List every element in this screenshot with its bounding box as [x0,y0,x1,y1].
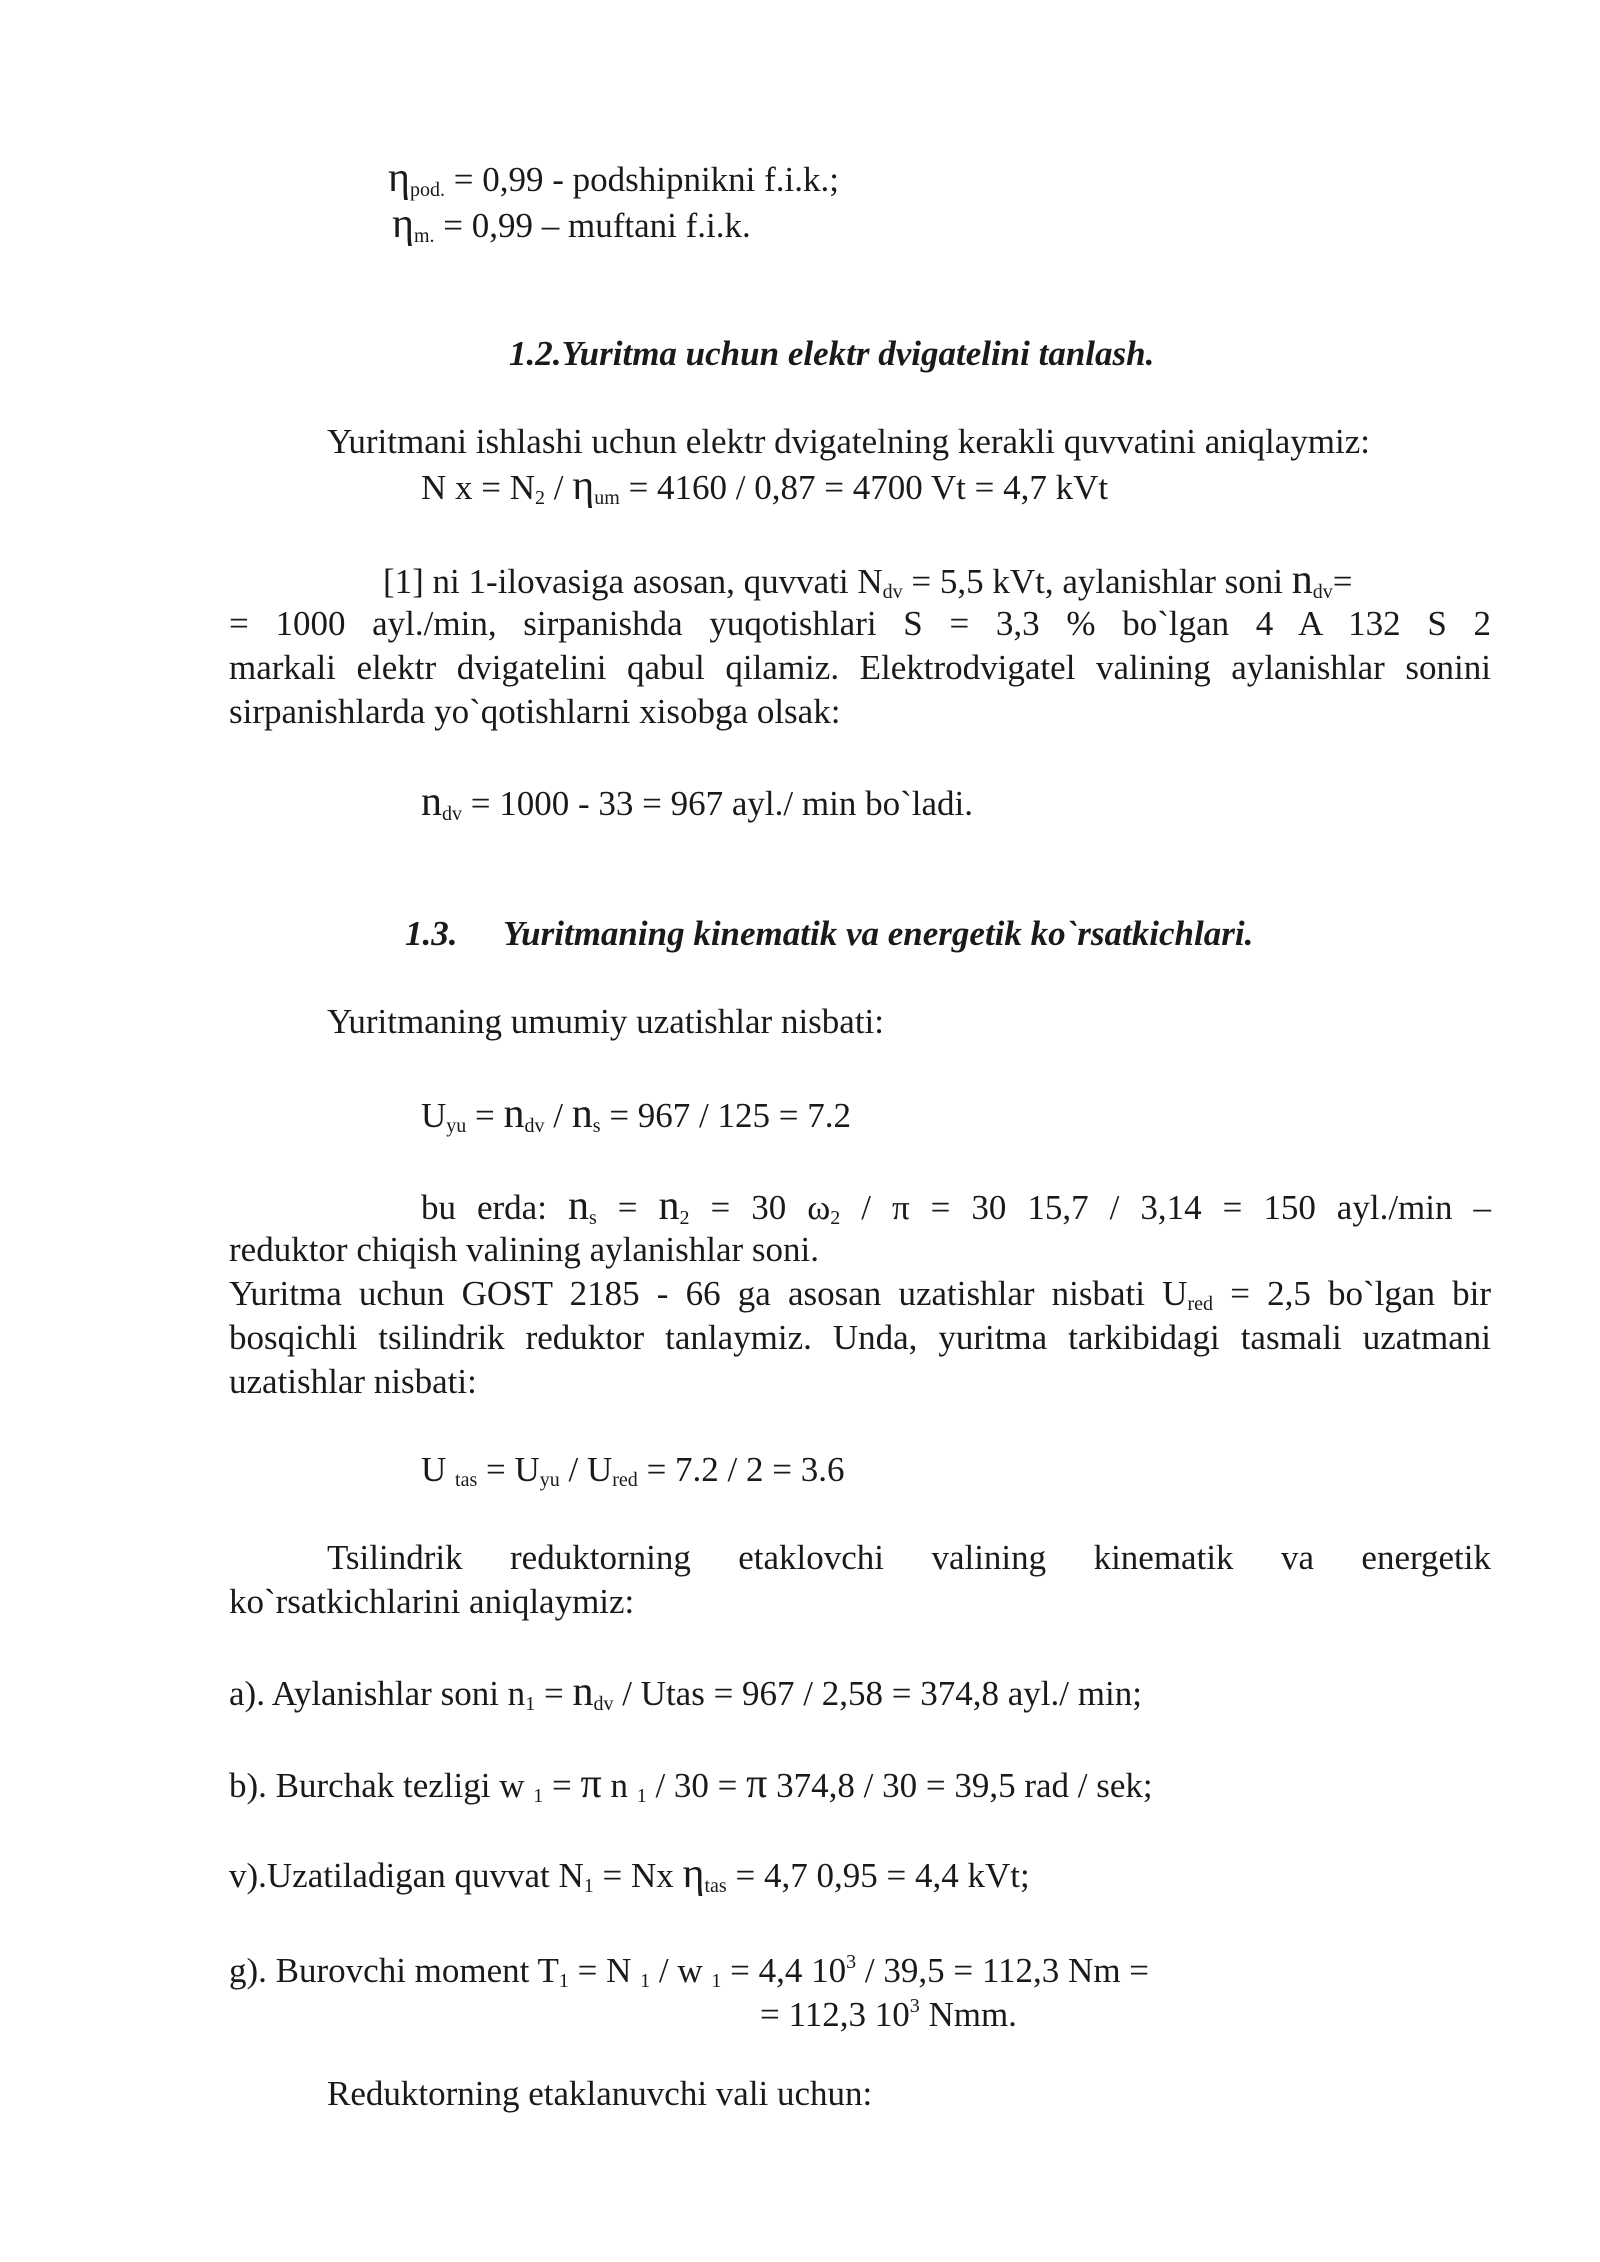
gost-paragraph-line-3: uzatishlar nisbati: [229,1362,477,1401]
ratio-intro-paragraph: Yuritmaning umumiy uzatishlar nisbati: [327,1002,885,1041]
tsil-paragraph-line-1: Tsilindrik reduktorning etaklovchi valining kinematik va energetik [327,1538,1491,1577]
power-intro-paragraph: Yuritmani ishlashi uchun elektr dvigatelning kerakli quvvatini aniqlaymiz: [327,422,1370,461]
ndv-formula: $n_{dv} = 1000 - 33 = 967$ ayl./ min bo`ladi. [421,779,973,825]
section-number: 1.3. [405,914,458,953]
eta-pod-line: $\eta_{pod.} = 0,99$ - podshipnikni f.i.k.; [388,155,840,201]
motor-paragraph-line-3: markali elektr dvigatelini qabul qilamiz. Elektrodvigatel valining aylanishlar sonini [229,648,1491,687]
tsil-paragraph-line-2: ko`rsatkichlarini aniqlaymiz: [229,1582,635,1621]
motor-paragraph-line-2: = 1000 ayl./min, sirpanishda yuqotishlari S = 3,3 % bo`lgan 4 A 132 S 2 [229,604,1491,643]
utas-formula: U $_{tas} = U_{yu} / U_{red} = 7.2 / 2 = 3.6$ [421,1450,845,1491]
motor-paragraph-line-4: sirpanishlarda yo`qotishlarni xisobga olsak: [229,692,841,731]
last-paragraph: Reduktorning etaklanuvchi vali uchun: [327,2074,873,2113]
uyu-formula: $U_{yu} = n_{dv} / n_s = 967 / 125 = 7.2$ [421,1091,852,1137]
section-heading-1-3 [405,912,1254,956]
item-g-torque-line-2: = 112,3 $10^3$ Nmm. [760,1995,1017,2034]
nx-formula: N $x = N_2 / \eta_{um} = 4160 / 0,87 = 4700$ Vt = 4,7 kVt [421,463,1109,509]
motor-paragraph-line-1: [1] ni 1-ilovasiga asosan, quvvati $N_{dv} = 5,5$ kVt, aylanishlar soni $n_{dv}=$ [383,557,1353,603]
ns-paragraph-line-2: reduktor chiqish valining aylanishlar soni. [229,1230,820,1269]
section-title: Yuritmaning kinematik va energetik ko`rsatkichlari. [503,914,1254,953]
item-v-power: v).Uzatiladigan quvvat $N_1 = Nx$ $\eta_{tas} = 4,7$ 0,95 = 4,4 kVt; [229,1851,1030,1897]
gost-paragraph-line-1: Yuritma uchun GOST 2185 - 66 ga asosan uzatishlar nisbati $U_{red} = 2,5$ bo`lgan bir [229,1274,1491,1315]
eta-m-line: $\eta_{m.} = 0,99 - muftani$ f.i.k. [392,201,751,247]
item-g-torque-line-1: g). Burovchi moment $T_1 = N$ $_1$ / w $_1$ = 4,4 $10^3 / 39,5 = 112,3$ Nm = [229,1951,1150,1992]
item-a-rotation: a). Aylanishlar soni $n_1 = n_{dv}$ / Utas = 967 / 2,58 = 374,8 ayl./ min; [229,1669,1142,1715]
gost-paragraph-line-2: bosqichli tsilindrik reduktor tanlaymiz. Unda, yuritma tarkibidagi tasmali uzatmani [229,1318,1491,1357]
item-b-angular-speed: b). Burchak tezligi w $_1$ = π n $_1$ / 30 = π 374,8 / 30 = 39,5 rad / sek; [229,1761,1153,1807]
ns-paragraph-line-1: bu erda: $n_s = n_2 = 30$ $\omega_2 / \pi = 30$ 15,7 / 3,14 = 150 ayl./min – [421,1183,1491,1229]
section-heading-1-2: 1.2.Yuritma uchun elektr dvigatelini tanlash. [509,334,1155,373]
